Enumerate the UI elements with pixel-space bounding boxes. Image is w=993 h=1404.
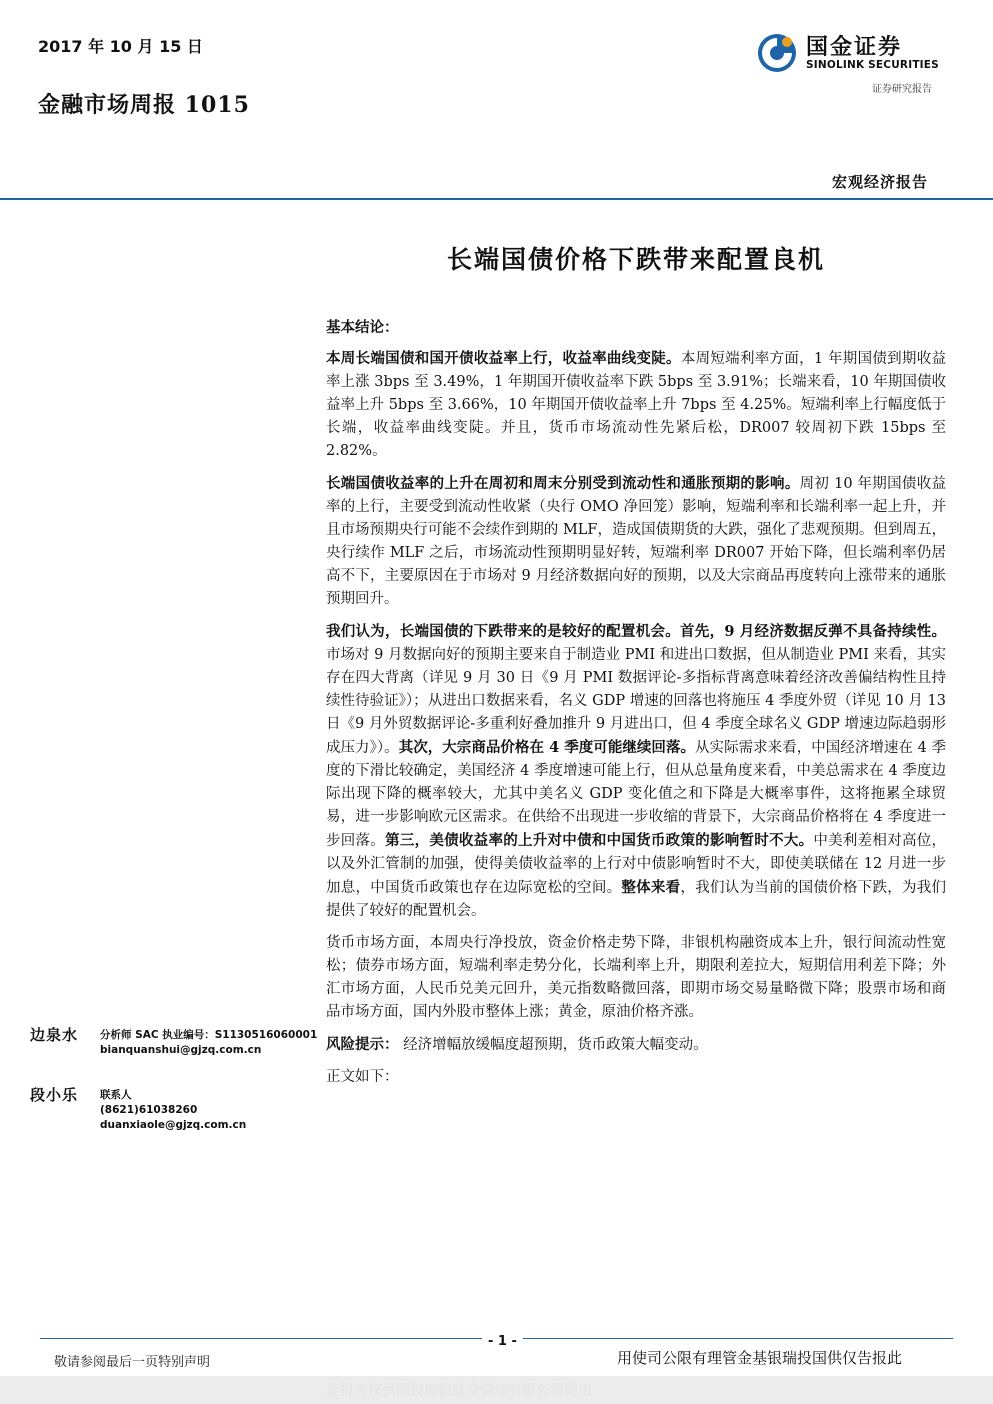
analyst-name: 段小乐 [30, 1086, 79, 1104]
paragraph-2-lead: 长端国债收益率的上升在周初和周末分别受到流动性和通胀预期的影响。 [326, 475, 800, 492]
paragraph-2 [326, 472, 946, 611]
analyst-role: 联系人 [100, 1089, 132, 1101]
analyst-card [30, 1084, 320, 1136]
paragraph-3-point-2: 其次，大宗商品价格在 4 季度可能继续回落。 [398, 739, 696, 756]
analyst-name: 边泉水 [30, 1026, 79, 1044]
page-number: - 1 - [482, 1334, 523, 1349]
analyst-list [30, 1024, 320, 1136]
analyst-info [100, 1028, 317, 1058]
paragraph-3-text-2: 从实际需求来看，中国经济增速在 4 季度的下滑比较确定，美国经济 4 季度增速可能上行，但从总量角度来看，中美总需求在 4 季度边际出现下降的概率较大，尤其中美名义 GDP 变化值之和下降是大概率事件，这将拖累全球贸易，进一步影响欧元区需求。在供给不出现进一步收缩的背景下，大宗商品价格将在 4 季度进一步回落。 [326, 740, 946, 849]
paragraph-1-lead: 本周长端国债和国开债收益率上行，收益率曲线变陡。 [326, 350, 681, 367]
brand-name-en: SINOLINK SECURITIES [806, 59, 939, 71]
report-type: 宏观经济报告 [832, 173, 929, 191]
analyst-info [100, 1088, 246, 1133]
analyst-email[interactable]: bianquanshui@gjzq.com.cn [100, 1044, 262, 1056]
brand-subtitle: 证券研究报告 [872, 84, 932, 95]
disclaimer-note: 敬请参阅最后一页特别声明 [54, 1355, 211, 1370]
main-body [326, 316, 946, 1098]
paragraph-4: 货币市场方面，本周央行净投放，资金价格走势下降，非银机构融资成本上升，银行间流动性宽松；债券市场方面，短端利率走势分化，长端利率上升，期限利差拉大，短期信用利差下降；外汇市场方面，人民币兑美元回升，美元指数略微回落，即期市场交易量略微下降；股票市场和商品市场方面，国内外股市整体上涨；黄金，原油价格齐涨。 [326, 935, 946, 1020]
paragraph-2-text: 周初 10 年期国债收益率的上行，主要受到流动性收紧（央行 OMO 净回笼）影响，短端利率和长端利率一起上升，并且市场预期央行可能不会续作到期的 MLF，造成国债期货的大跌，强化了悲观预期。但到周五，央行续作 MLF 之后，市场流动性预期明显好转，短端利率 DR007 开始下降，但长端利率仍居高不下，主要原因在于市场对 9 月经济数据向好的预期，以及大宗商品再度转向上涨带来的通胀预期回升。 [326, 476, 946, 607]
headline: 长端国债价格下跌带来配置良机 [446, 245, 825, 274]
risk-warning [326, 1033, 946, 1057]
analyst-email[interactable]: duanxiaole@gjzq.com.cn [100, 1119, 247, 1131]
footer-mirrored-note: 用使司公限有理管金基银瑞投国供仅告报此 [617, 1349, 903, 1367]
brand-name-cn: 国金证券 [806, 35, 903, 60]
analyst-card [30, 1024, 320, 1076]
paragraph-3-point-3: 第三，美债收益率的上升对中债和中国货币政策的影响暂时不大。 [385, 832, 814, 849]
sinolink-logo-icon [756, 32, 798, 74]
analyst-credential: 分析师 SAC 执业编号：S1130516060001 [100, 1029, 318, 1041]
paragraph-1 [326, 347, 946, 463]
risk-label: 风险提示： [326, 1036, 399, 1053]
watermark-text: 此报告仅供国投瑞银基金管理有限公司使用 [326, 1383, 592, 1399]
report-date: 2017 年 10 月 15 日 [38, 37, 203, 56]
report-series-name: 金融市场周报 1015 [38, 92, 250, 118]
paragraph-3-lead: 我们认为，长端国债的下跌带来的是较好的配置机会。首先，9 月经济数据反弹不具备持续性。 [326, 623, 946, 640]
section-title: 基本结论： [326, 319, 399, 336]
paragraph-3 [326, 620, 946, 923]
paragraph-3-point-4: 整体来看 [621, 879, 681, 896]
paragraph-3-text-4: ，我们认为当前的国债价格下跌，为我们提供了较好的配置机会。 [326, 880, 947, 919]
risk-text: 经济增幅放缓幅度超预期，货币政策大幅变动。 [398, 1037, 708, 1053]
paragraph-3-text-1: 市场对 9 月数据向好的预期主要来自于制造业 PMI 和进出口数据，但从制造业 PMI 来看，其实存在四大背离（详见 9 月 30 日《9 月 PMI 数据评论-多指标背离意味着经济改善偏结构性且持续性待验证》）；从进出口数据来看，名义 GDP 增速的回落也将施压 4 季度外贸（详见 10 月 13 日《9 月外贸数据评论-多重利好叠加推升 9 月进出口，但 4 季度全球名义 GDP 增速边际趋弱形成压力》）。 [326, 647, 946, 756]
closing-line: 正文如下： [326, 1069, 399, 1085]
paragraph-3-text-3: 中美利差相对高位，以及外汇管制的加强，使得美债收益率的上行对中债影响暂时不大，即使美联储在 12 月进一步加息，中国货币政策也存在边际宽松的空间。 [326, 833, 947, 896]
analyst-phone: (8621)61038260 [100, 1104, 198, 1116]
header-divider [0, 198, 993, 200]
brand-logo [756, 30, 946, 76]
paragraph-1-text: 本周短端利率方面，1 年期国债到期收益率上涨 3bps 至 3.49%，1 年期国开债收益率下跌 5bps 至 3.91%；长端来看，10 年期国债收益率上升 5bps 至 3.66%，10 年期国开债收益率上升 7bps 至 4.25%。短端利率上行幅度低于长端，收益率曲线变陡。并且，货币市场流动性先紧后松，DR007 较周初下跌 15bps 至 2.82%。 [326, 351, 946, 459]
